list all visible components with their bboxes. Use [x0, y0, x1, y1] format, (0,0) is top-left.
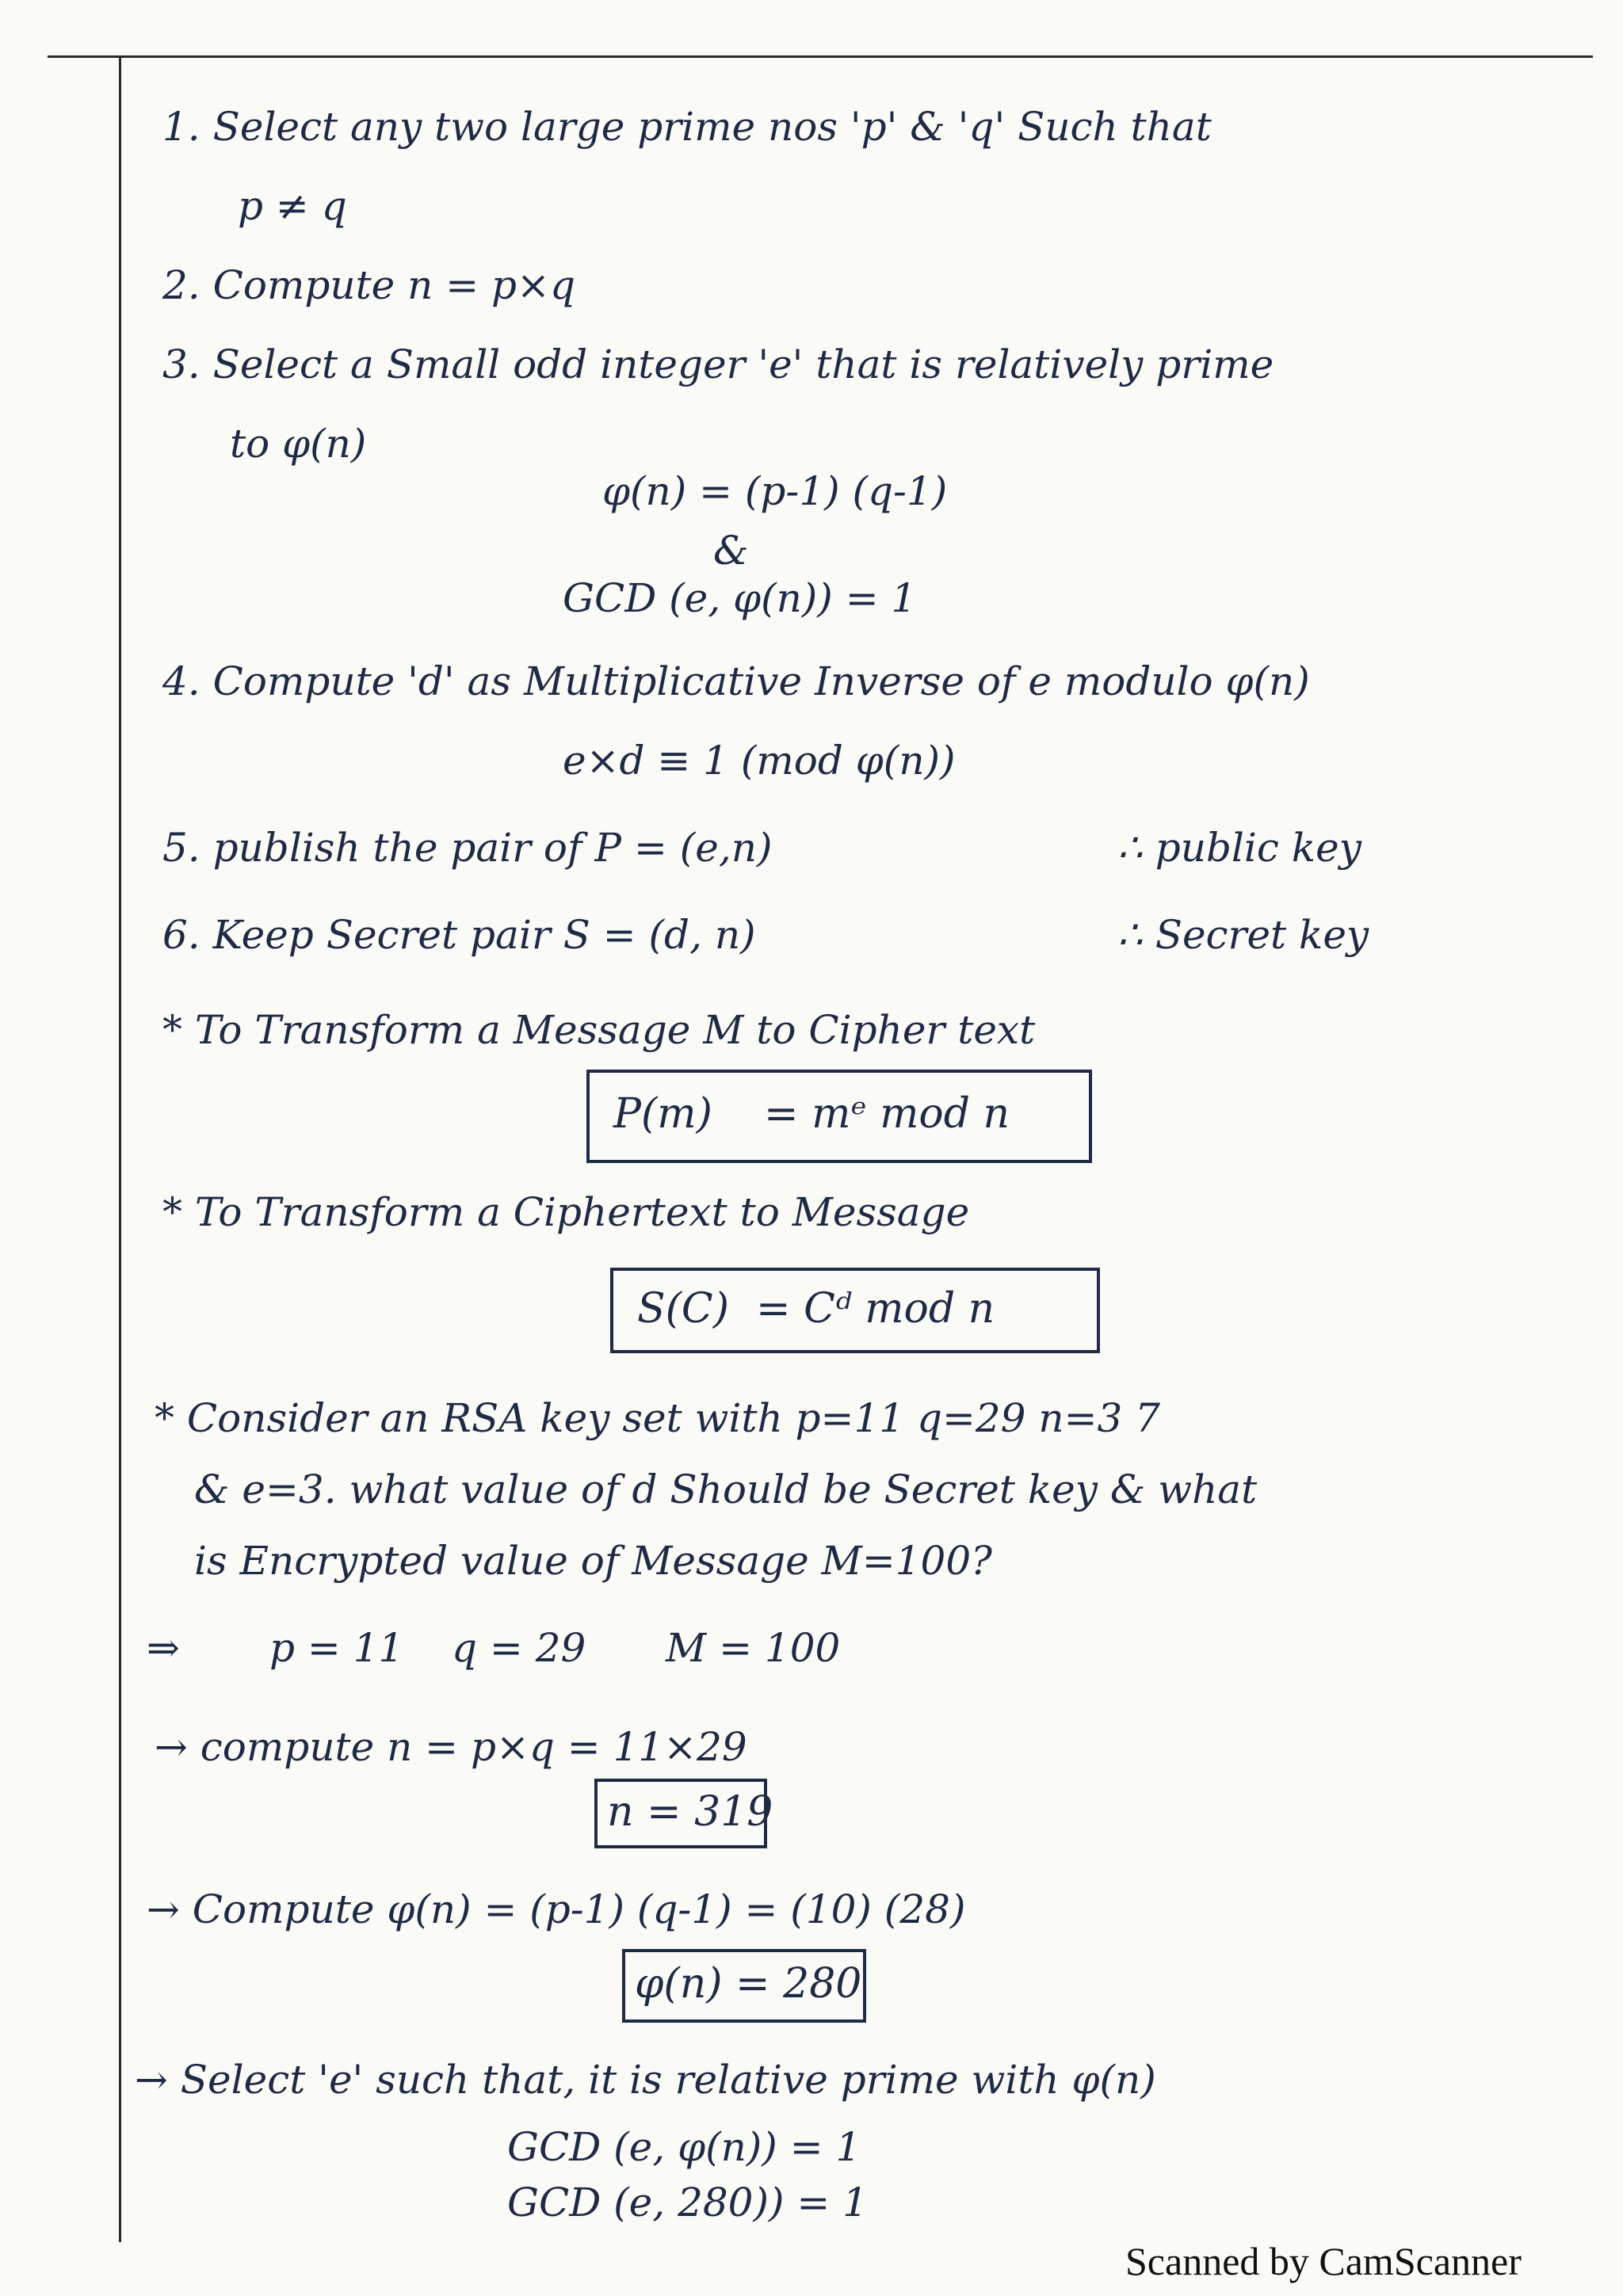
phi-result-box [622, 1949, 866, 2023]
step-3-line-2: to φ(n) [230, 421, 367, 467]
given-arrow: ⇒ [147, 1625, 180, 1671]
phi-result: φ(n) = 280 [635, 1960, 862, 2008]
inverse-congruence: e×d ≡ 1 (mod φ(n)) [563, 738, 956, 784]
example-question-line-2: & e=3. what value of d Should be Secret key & what [194, 1466, 1258, 1512]
n-computation: → compute n = p×q = 11×29 [155, 1724, 747, 1770]
decrypt-formula-lhs: S(C) [637, 1285, 729, 1333]
e-gcd-condition-2: GCD (e, 280)) = 1 [507, 2180, 869, 2225]
phi-formula: φ(n) = (p-1) (q-1) [602, 468, 948, 514]
encrypt-formula-rhs: = mᵉ mod n [764, 1090, 1010, 1138]
given-q: q = 29 [452, 1625, 586, 1671]
step-1-line-1: 1. Select any two large prime nos 'p' & 'q' Such that [162, 104, 1212, 150]
top-margin-rule [48, 55, 1593, 58]
e-gcd-condition-1: GCD (e, φ(n)) = 1 [507, 2124, 861, 2170]
encrypt-formula-box [586, 1070, 1092, 1163]
phi-computation: → Compute φ(n) = (p-1) (q-1) = (10) (28) [147, 1886, 966, 1932]
encrypt-formula-lhs: P(m) [613, 1090, 712, 1138]
and-symbol: & [713, 528, 749, 574]
decrypt-formula-rhs: = Cᵈ mod n [756, 1285, 995, 1333]
step-2: 2. Compute n = p×q [162, 262, 575, 308]
step-1-line-2: p ≠ q [238, 183, 347, 229]
gcd-condition: GCD (e, φ(n)) = 1 [563, 575, 917, 621]
public-key-note: ∴ public key [1117, 825, 1361, 871]
example-question-line-3: is Encrypted value of Message M=100? [194, 1538, 992, 1584]
step-3-line-1: 3. Select a Small odd integer 'e' that is relatively prime [162, 341, 1274, 387]
step-4-line-1: 4. Compute 'd' as Multiplicative Inverse of e modulo φ(n) [162, 658, 1310, 704]
decrypt-formula-box [610, 1268, 1100, 1353]
decrypt-label: * To Transform a Ciphertext to Message [162, 1189, 970, 1235]
example-question-line-1: * Consider an RSA key set with p=11 q=29 n=3 7 [155, 1395, 1160, 1441]
encrypt-label: * To Transform a Message M to Cipher text [162, 1007, 1036, 1053]
given-m: M = 100 [666, 1625, 841, 1671]
secret-key-note: ∴ Secret key [1117, 912, 1369, 958]
n-result: n = 319 [607, 1788, 773, 1836]
left-margin-rule [119, 55, 121, 2242]
step-6: 6. Keep Secret pair S = (d, n) [162, 912, 756, 958]
e-selection-step: → Select 'e' such that, it is relative prime with φ(n) [135, 2057, 1156, 2103]
step-5: 5. publish the pair of P = (e,n) [162, 825, 773, 871]
n-result-box [594, 1779, 773, 1848]
given-p: p = 11 [269, 1625, 404, 1671]
scanner-watermark: Scanned by CamScanner [1125, 2239, 1522, 2283]
